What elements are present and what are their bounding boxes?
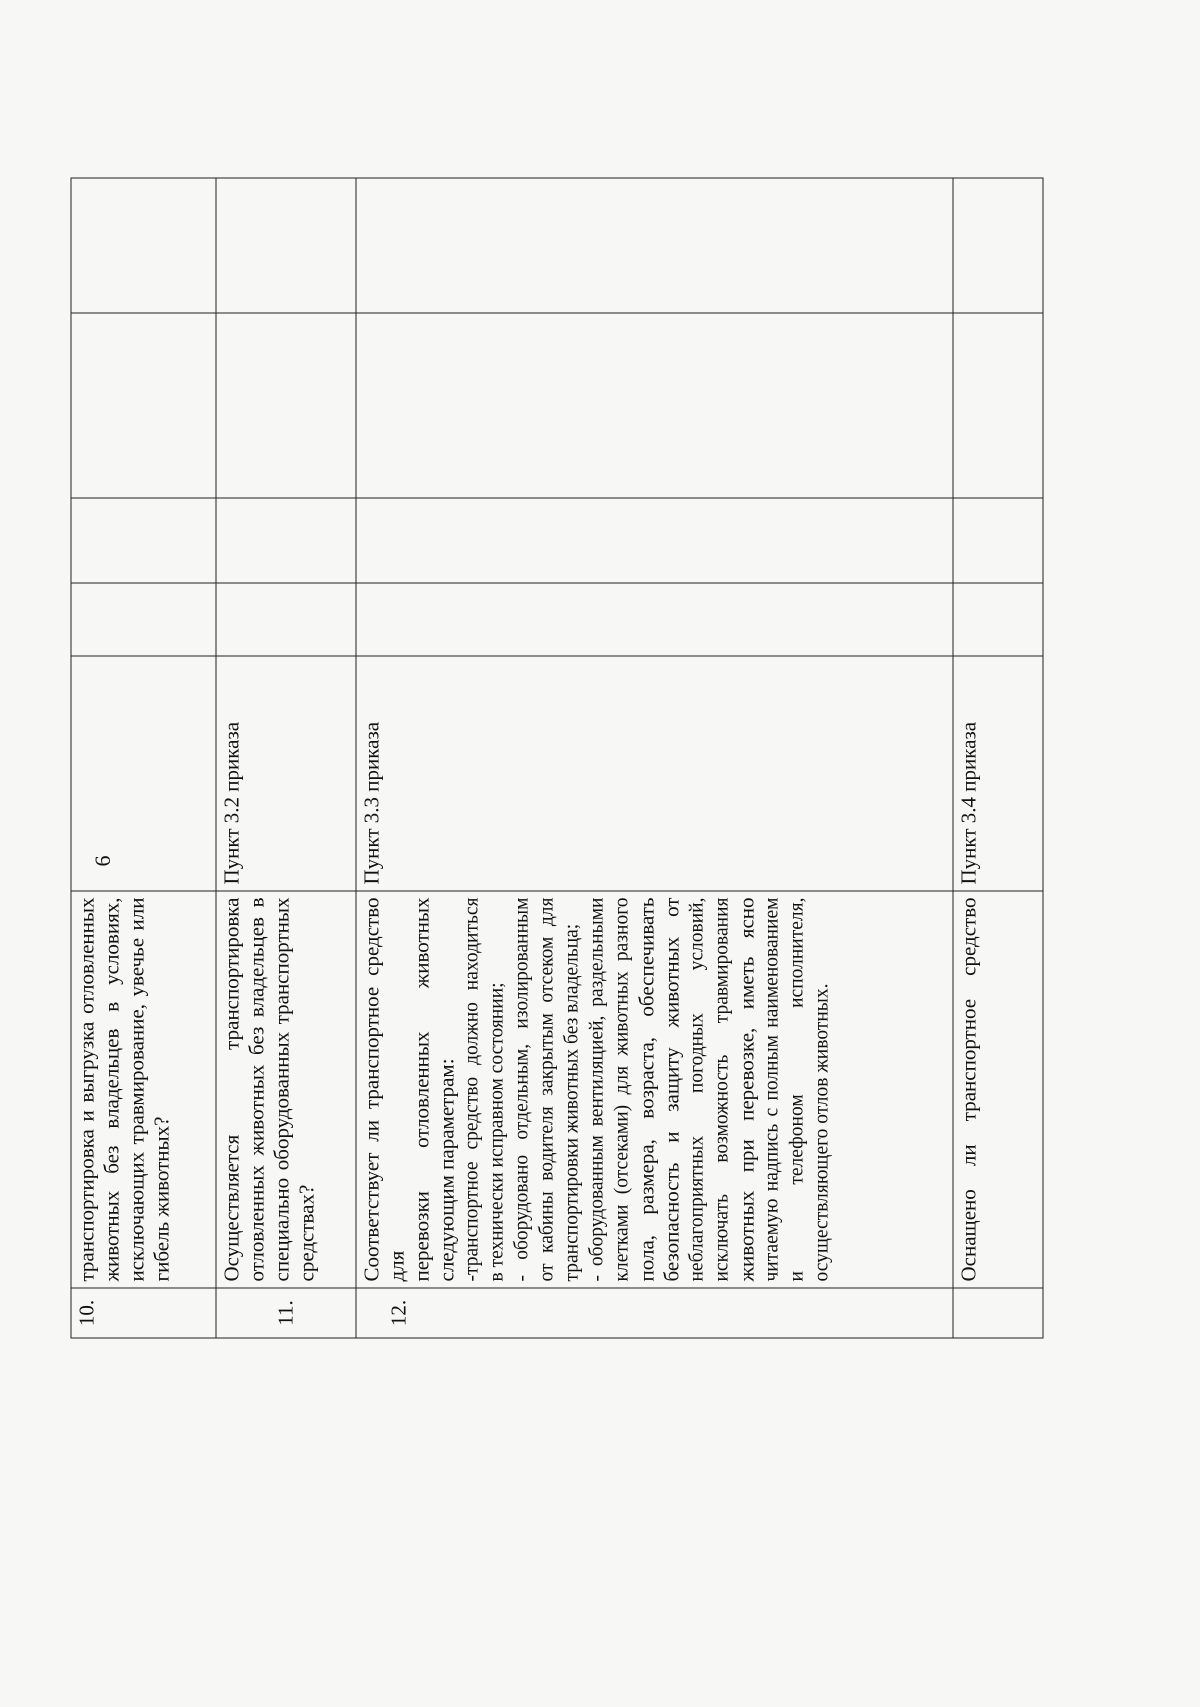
answer-cell-na [71,313,216,498]
answer-cell-yes [71,583,216,656]
answer-cell-no [71,498,216,583]
table-row [953,178,1043,1338]
answer-cell-no [356,498,953,583]
row-number [953,1288,1043,1338]
notes-cell [216,178,356,313]
reference-cell: Пункт 3.3 приказа [356,656,953,891]
answer-cell-no [216,498,356,583]
answer-cell-yes [953,583,1043,656]
page-number: 6 [90,855,115,867]
reference-cell: Пункт 3.2 приказа [216,656,356,891]
table-row [356,178,953,1338]
notes-cell [356,178,953,313]
row-number: 10. [71,1288,216,1338]
table-row [71,178,216,1338]
question-cell: Осуществляется транспортировка отловленных животных без владельцев в специально оборудованных транспортных средствах? [216,891,356,1288]
reference-cell [71,656,216,891]
notes-cell [953,178,1043,313]
answer-cell-no [953,498,1043,583]
question-cell: Соответствует ли транспортное средство для перевозки отловленных животных следующим параметрам: -транспортное средство должно находиться в технически исправном состоянии; - оборудовано отдельным, изолированным от кабины водителя закрытым отсеком для транспортировки животных без владельца; - оборудованным вентиляцией, раздельными клетками (отсеками) для животных разного пола, размера, возраста, обеспечивать безопасность и защиту животных от неблагоприятных погодных условий, исключать возможность травмирования животных при перевозке, иметь ясно читаемую надпись с полным наименованием и телефоном исполнителя, осуществляющего отлов животных. [356,891,953,1288]
reference-cell: Пункт 3.4 приказа [953,656,1043,891]
answer-cell-na [356,313,953,498]
notes-cell [71,178,216,313]
table-row [216,178,356,1338]
row-number: 12. [356,1288,953,1338]
answer-cell-yes [356,583,953,656]
checklist-table [70,177,1043,1338]
answer-cell-yes [216,583,356,656]
question-cell: Оснащено ли транспортное средство [953,891,1043,1288]
checklist-document [70,178,1045,1338]
answer-cell-na [953,313,1043,498]
question-cell: транспортировка и выгрузка отловленных животных без владельцев в условиях, исключающих травмирование, увечье или гибель животных? [71,891,216,1288]
row-number: 11. [216,1288,356,1338]
answer-cell-na [216,313,356,498]
